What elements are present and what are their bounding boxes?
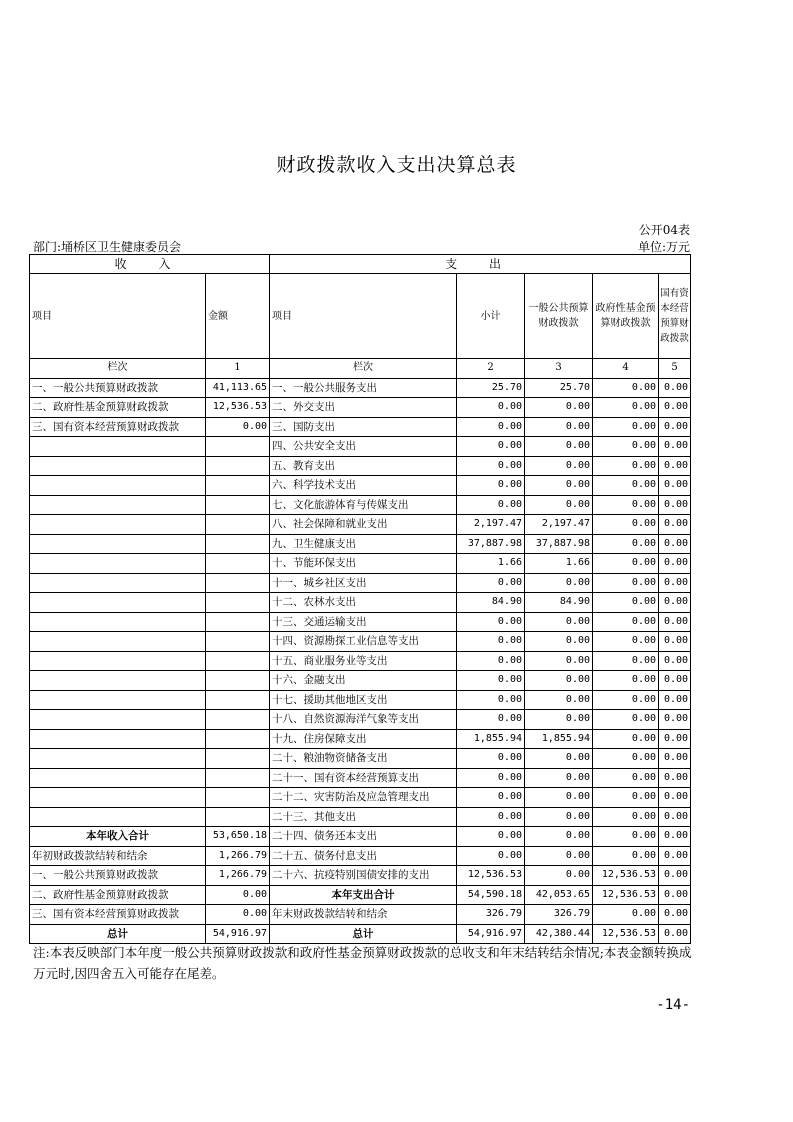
- subtotal-value: 0.00: [457, 749, 525, 769]
- state-value: 0.00: [659, 456, 691, 476]
- subtotal-value: 2,197.47: [457, 515, 525, 535]
- col-header-amount: 金额: [206, 274, 270, 359]
- col-header-subtotal: 小计: [457, 274, 525, 359]
- fund-value: 0.00: [593, 905, 659, 925]
- income-amount: [206, 788, 270, 808]
- fund-value: 0.00: [593, 632, 659, 652]
- income-amount: [206, 554, 270, 574]
- state-value: 0.00: [659, 651, 691, 671]
- general-value: 1.66: [525, 554, 593, 574]
- state-value: 0.00: [659, 476, 691, 496]
- table-row: [30, 729, 691, 749]
- fund-value: 0.00: [593, 593, 659, 613]
- fund-value: 0.00: [593, 417, 659, 437]
- state-value: 0.00: [659, 534, 691, 554]
- col-header-item: 项目: [30, 274, 206, 359]
- state-value: 0.00: [659, 417, 691, 437]
- expense-item: 十、节能环保支出: [270, 554, 457, 574]
- state-value: 0.00: [659, 398, 691, 418]
- header-row-sections: [30, 255, 691, 274]
- fund-value: 0.00: [593, 710, 659, 730]
- subtotal-value: 0.00: [457, 671, 525, 691]
- expense-item: 年末财政拨款结转和结余: [270, 905, 457, 925]
- col-num-2: 2: [457, 359, 525, 379]
- general-value: 25.70: [525, 378, 593, 398]
- income-amount: 0.00: [206, 905, 270, 925]
- subtotal-value: 54,590.18: [457, 885, 525, 905]
- income-item: [30, 671, 206, 691]
- subtotal-value: 0.00: [457, 807, 525, 827]
- general-value: 0.00: [525, 456, 593, 476]
- general-value: 42,053.65: [525, 885, 593, 905]
- fund-value: 0.00: [593, 846, 659, 866]
- fund-value: 0.00: [593, 534, 659, 554]
- table-row: [30, 924, 691, 944]
- table-row: [30, 885, 691, 905]
- subtotal-value: 326.79: [457, 905, 525, 925]
- expense-item: 一、一般公共服务支出: [270, 378, 457, 398]
- income-item: [30, 437, 206, 457]
- income-item: [30, 807, 206, 827]
- income-item: [30, 495, 206, 515]
- form-number: 公开04表: [638, 223, 690, 237]
- table-row: [30, 573, 691, 593]
- page-number: -14-: [656, 997, 690, 1013]
- fund-value: 12,536.53: [593, 924, 659, 944]
- fund-value: 0.00: [593, 378, 659, 398]
- income-amount: [206, 690, 270, 710]
- income-item: 二、政府性基金预算财政拨款: [30, 398, 206, 418]
- table-row: [30, 593, 691, 613]
- expense-item: 十二、农林水支出: [270, 593, 457, 613]
- expense-item: 六、科学技术支出: [270, 476, 457, 496]
- income-item: [30, 710, 206, 730]
- general-value: 0.00: [525, 827, 593, 847]
- income-item: [30, 476, 206, 496]
- general-value: 0.00: [525, 612, 593, 632]
- table-row: [30, 612, 691, 632]
- general-value: 42,380.44: [525, 924, 593, 944]
- income-amount: [206, 612, 270, 632]
- income-item: [30, 515, 206, 535]
- header-row-columns: [30, 274, 691, 359]
- expense-item: 十一、城乡社区支出: [270, 573, 457, 593]
- col-label-2: 栏次: [270, 359, 457, 379]
- col-header-state: 国有资本经营预算财政拨款: [659, 274, 691, 359]
- col-header-fund: 政府性基金预算财政拨款: [593, 274, 659, 359]
- expense-item: 二十二、灾害防治及应急管理支出: [270, 788, 457, 808]
- expense-item: 二、外交支出: [270, 398, 457, 418]
- subtotal-value: 12,536.53: [457, 866, 525, 886]
- expense-item: 十四、资源勘探工业信息等支出: [270, 632, 457, 652]
- general-value: 0.00: [525, 671, 593, 691]
- general-value: 0.00: [525, 866, 593, 886]
- subtotal-value: 0.00: [457, 632, 525, 652]
- expense-item: 七、文化旅游体育与传媒支出: [270, 495, 457, 515]
- col-num-5: 5: [659, 359, 691, 379]
- general-value: 0.00: [525, 807, 593, 827]
- expense-item: 十六、金融支出: [270, 671, 457, 691]
- subtotal-value: 0.00: [457, 437, 525, 457]
- fund-value: 0.00: [593, 437, 659, 457]
- general-value: 0.00: [525, 710, 593, 730]
- fund-value: 12,536.53: [593, 885, 659, 905]
- subtotal-value: 0.00: [457, 827, 525, 847]
- table-row: [30, 534, 691, 554]
- table-row: [30, 690, 691, 710]
- expense-item: 十五、商业服务业等支出: [270, 651, 457, 671]
- fund-value: 0.00: [593, 788, 659, 808]
- table-row: [30, 398, 691, 418]
- expense-item: 十八、自然资源海洋气象等支出: [270, 710, 457, 730]
- state-value: 0.00: [659, 768, 691, 788]
- table-row: [30, 632, 691, 652]
- state-value: 0.00: [659, 866, 691, 886]
- income-item: [30, 612, 206, 632]
- income-item: [30, 749, 206, 769]
- fund-value: 0.00: [593, 749, 659, 769]
- state-value: 0.00: [659, 749, 691, 769]
- state-value: 0.00: [659, 924, 691, 944]
- subtotal-value: 0.00: [457, 768, 525, 788]
- income-item: 年初财政拨款结转和结余: [30, 846, 206, 866]
- state-value: 0.00: [659, 515, 691, 535]
- general-value: 0.00: [525, 846, 593, 866]
- income-amount: [206, 651, 270, 671]
- general-value: 84.90: [525, 593, 593, 613]
- state-value: 0.00: [659, 846, 691, 866]
- unit-label: 单位:万元: [637, 240, 690, 254]
- fund-value: 0.00: [593, 554, 659, 574]
- fund-value: 0.00: [593, 515, 659, 535]
- expense-item: 八、社会保障和就业支出: [270, 515, 457, 535]
- fund-value: 0.00: [593, 495, 659, 515]
- income-amount: 41,113.65: [206, 378, 270, 398]
- table-row: [30, 788, 691, 808]
- state-value: 0.00: [659, 378, 691, 398]
- income-amount: [206, 729, 270, 749]
- state-value: 0.00: [659, 710, 691, 730]
- income-item: [30, 456, 206, 476]
- table-row: [30, 807, 691, 827]
- general-value: 0.00: [525, 690, 593, 710]
- table-row: [30, 671, 691, 691]
- income-amount: [206, 495, 270, 515]
- income-amount: [206, 515, 270, 535]
- fund-value: 0.00: [593, 768, 659, 788]
- income-item: 三、国有资本经营预算财政拨款: [30, 905, 206, 925]
- header-row-numbers: [30, 359, 691, 379]
- general-value: 37,887.98: [525, 534, 593, 554]
- expense-item: 二十一、国有资本经营预算支出: [270, 768, 457, 788]
- income-amount: [206, 437, 270, 457]
- table-row: [30, 378, 691, 398]
- income-amount: 0.00: [206, 885, 270, 905]
- budget-table: [29, 254, 691, 944]
- income-amount: [206, 671, 270, 691]
- income-item: [30, 768, 206, 788]
- fund-value: 0.00: [593, 807, 659, 827]
- footnote: 注:本表反映部门本年度一般公共预算财政拨款和政府性基金预算财政拨款的总收支和年末结转结余情况;本表金额转换成万元时,因四舍五入可能存在尾差。: [33, 945, 692, 981]
- table-row: [30, 476, 691, 496]
- col-num-4: 4: [593, 359, 659, 379]
- income-amount: [206, 573, 270, 593]
- general-value: 0.00: [525, 398, 593, 418]
- expense-item: 三、国防支出: [270, 417, 457, 437]
- state-value: 0.00: [659, 729, 691, 749]
- general-value: 2,197.47: [525, 515, 593, 535]
- income-amount: 12,536.53: [206, 398, 270, 418]
- general-value: 0.00: [525, 749, 593, 769]
- income-item: [30, 573, 206, 593]
- income-item: [30, 788, 206, 808]
- income-amount: [206, 593, 270, 613]
- expense-item: 二十四、债务还本支出: [270, 827, 457, 847]
- income-item: 总计: [30, 924, 206, 944]
- expense-item: 总计: [270, 924, 457, 944]
- income-amount: 53,650.18: [206, 827, 270, 847]
- department-label: 部门:埇桥区卫生健康委员会: [33, 240, 182, 254]
- general-value: 0.00: [525, 632, 593, 652]
- expense-item: 四、公共安全支出: [270, 437, 457, 457]
- subtotal-value: 0.00: [457, 573, 525, 593]
- fund-value: 0.00: [593, 398, 659, 418]
- general-value: 0.00: [525, 573, 593, 593]
- subtotal-value: 0.00: [457, 690, 525, 710]
- fund-value: 12,536.53: [593, 866, 659, 886]
- state-value: 0.00: [659, 612, 691, 632]
- table-row: [30, 749, 691, 769]
- table-row: [30, 417, 691, 437]
- income-amount: [206, 710, 270, 730]
- state-value: 0.00: [659, 827, 691, 847]
- table-row: [30, 846, 691, 866]
- table-row: [30, 437, 691, 457]
- fund-value: 0.00: [593, 729, 659, 749]
- expense-item: 二十六、抗疫特别国债安排的支出: [270, 866, 457, 886]
- subtotal-value: 1,855.94: [457, 729, 525, 749]
- state-value: 0.00: [659, 788, 691, 808]
- income-item: [30, 690, 206, 710]
- income-item: [30, 554, 206, 574]
- income-amount: 0.00: [206, 417, 270, 437]
- expense-item: 二十、粮油物资储备支出: [270, 749, 457, 769]
- state-value: 0.00: [659, 632, 691, 652]
- state-value: 0.00: [659, 593, 691, 613]
- expense-item: 二十五、债务付息支出: [270, 846, 457, 866]
- income-item: 本年收入合计: [30, 827, 206, 847]
- table-row: [30, 905, 691, 925]
- table-row: [30, 827, 691, 847]
- subtotal-value: 0.00: [457, 398, 525, 418]
- state-value: 0.00: [659, 554, 691, 574]
- income-item: 三、国有资本经营预算财政拨款: [30, 417, 206, 437]
- general-value: 1,855.94: [525, 729, 593, 749]
- general-value: 0.00: [525, 651, 593, 671]
- income-item: 二、政府性基金预算财政拨款: [30, 885, 206, 905]
- subtotal-value: 0.00: [457, 710, 525, 730]
- expense-item: 二十三、其他支出: [270, 807, 457, 827]
- expense-item: 十九、住房保障支出: [270, 729, 457, 749]
- income-item: [30, 534, 206, 554]
- subtotal-value: 0.00: [457, 846, 525, 866]
- subtotal-value: 0.00: [457, 612, 525, 632]
- table-row: [30, 768, 691, 788]
- state-value: 0.00: [659, 495, 691, 515]
- state-value: 0.00: [659, 690, 691, 710]
- col-header-general: 一般公共预算财政拨款: [525, 274, 593, 359]
- table-row: [30, 866, 691, 886]
- expense-item: 十三、交通运输支出: [270, 612, 457, 632]
- col-label: 栏次: [30, 359, 206, 379]
- subtotal-value: 0.00: [457, 417, 525, 437]
- income-item: [30, 651, 206, 671]
- income-amount: [206, 456, 270, 476]
- income-amount: [206, 807, 270, 827]
- general-value: 0.00: [525, 495, 593, 515]
- col-num-3: 3: [525, 359, 593, 379]
- subtotal-value: 84.90: [457, 593, 525, 613]
- income-amount: 54,916.97: [206, 924, 270, 944]
- income-amount: [206, 534, 270, 554]
- income-header: 收 入: [30, 255, 270, 274]
- income-amount: 1,266.79: [206, 866, 270, 886]
- general-value: 0.00: [525, 788, 593, 808]
- expense-item: 本年支出合计: [270, 885, 457, 905]
- income-amount: 1,266.79: [206, 846, 270, 866]
- table-row: [30, 456, 691, 476]
- state-value: 0.00: [659, 573, 691, 593]
- state-value: 0.00: [659, 671, 691, 691]
- table-row: [30, 515, 691, 535]
- table-row: [30, 651, 691, 671]
- fund-value: 0.00: [593, 476, 659, 496]
- expense-item: 九、卫生健康支出: [270, 534, 457, 554]
- income-amount: [206, 632, 270, 652]
- state-value: 0.00: [659, 885, 691, 905]
- income-amount: [206, 768, 270, 788]
- general-value: 0.00: [525, 476, 593, 496]
- subtotal-value: 25.70: [457, 378, 525, 398]
- subtotal-value: 0.00: [457, 788, 525, 808]
- table-row: [30, 495, 691, 515]
- income-item: [30, 632, 206, 652]
- subtotal-value: 0.00: [457, 495, 525, 515]
- income-item: [30, 593, 206, 613]
- general-value: 0.00: [525, 768, 593, 788]
- general-value: 0.00: [525, 417, 593, 437]
- subtotal-value: 0.00: [457, 456, 525, 476]
- expense-item: 五、教育支出: [270, 456, 457, 476]
- fund-value: 0.00: [593, 671, 659, 691]
- fund-value: 0.00: [593, 456, 659, 476]
- table-row: [30, 710, 691, 730]
- expense-header: 支 出: [270, 255, 691, 274]
- state-value: 0.00: [659, 807, 691, 827]
- income-item: 一、一般公共预算财政拨款: [30, 378, 206, 398]
- expense-item: 十七、援助其他地区支出: [270, 690, 457, 710]
- subtotal-value: 1.66: [457, 554, 525, 574]
- table-row: [30, 554, 691, 574]
- subtotal-value: 0.00: [457, 651, 525, 671]
- state-value: 0.00: [659, 905, 691, 925]
- income-amount: [206, 749, 270, 769]
- income-amount: [206, 476, 270, 496]
- general-value: 0.00: [525, 437, 593, 457]
- subtotal-value: 54,916.97: [457, 924, 525, 944]
- fund-value: 0.00: [593, 690, 659, 710]
- fund-value: 0.00: [593, 651, 659, 671]
- fund-value: 0.00: [593, 573, 659, 593]
- general-value: 326.79: [525, 905, 593, 925]
- income-item: [30, 729, 206, 749]
- income-item: 一、一般公共预算财政拨款: [30, 866, 206, 886]
- col-header-item2: 项目: [270, 274, 457, 359]
- page-title: 财政拨款收入支出决算总表: [276, 154, 517, 176]
- fund-value: 0.00: [593, 827, 659, 847]
- col-num-1: 1: [206, 359, 270, 379]
- subtotal-value: 0.00: [457, 476, 525, 496]
- subtotal-value: 37,887.98: [457, 534, 525, 554]
- fund-value: 0.00: [593, 612, 659, 632]
- state-value: 0.00: [659, 437, 691, 457]
